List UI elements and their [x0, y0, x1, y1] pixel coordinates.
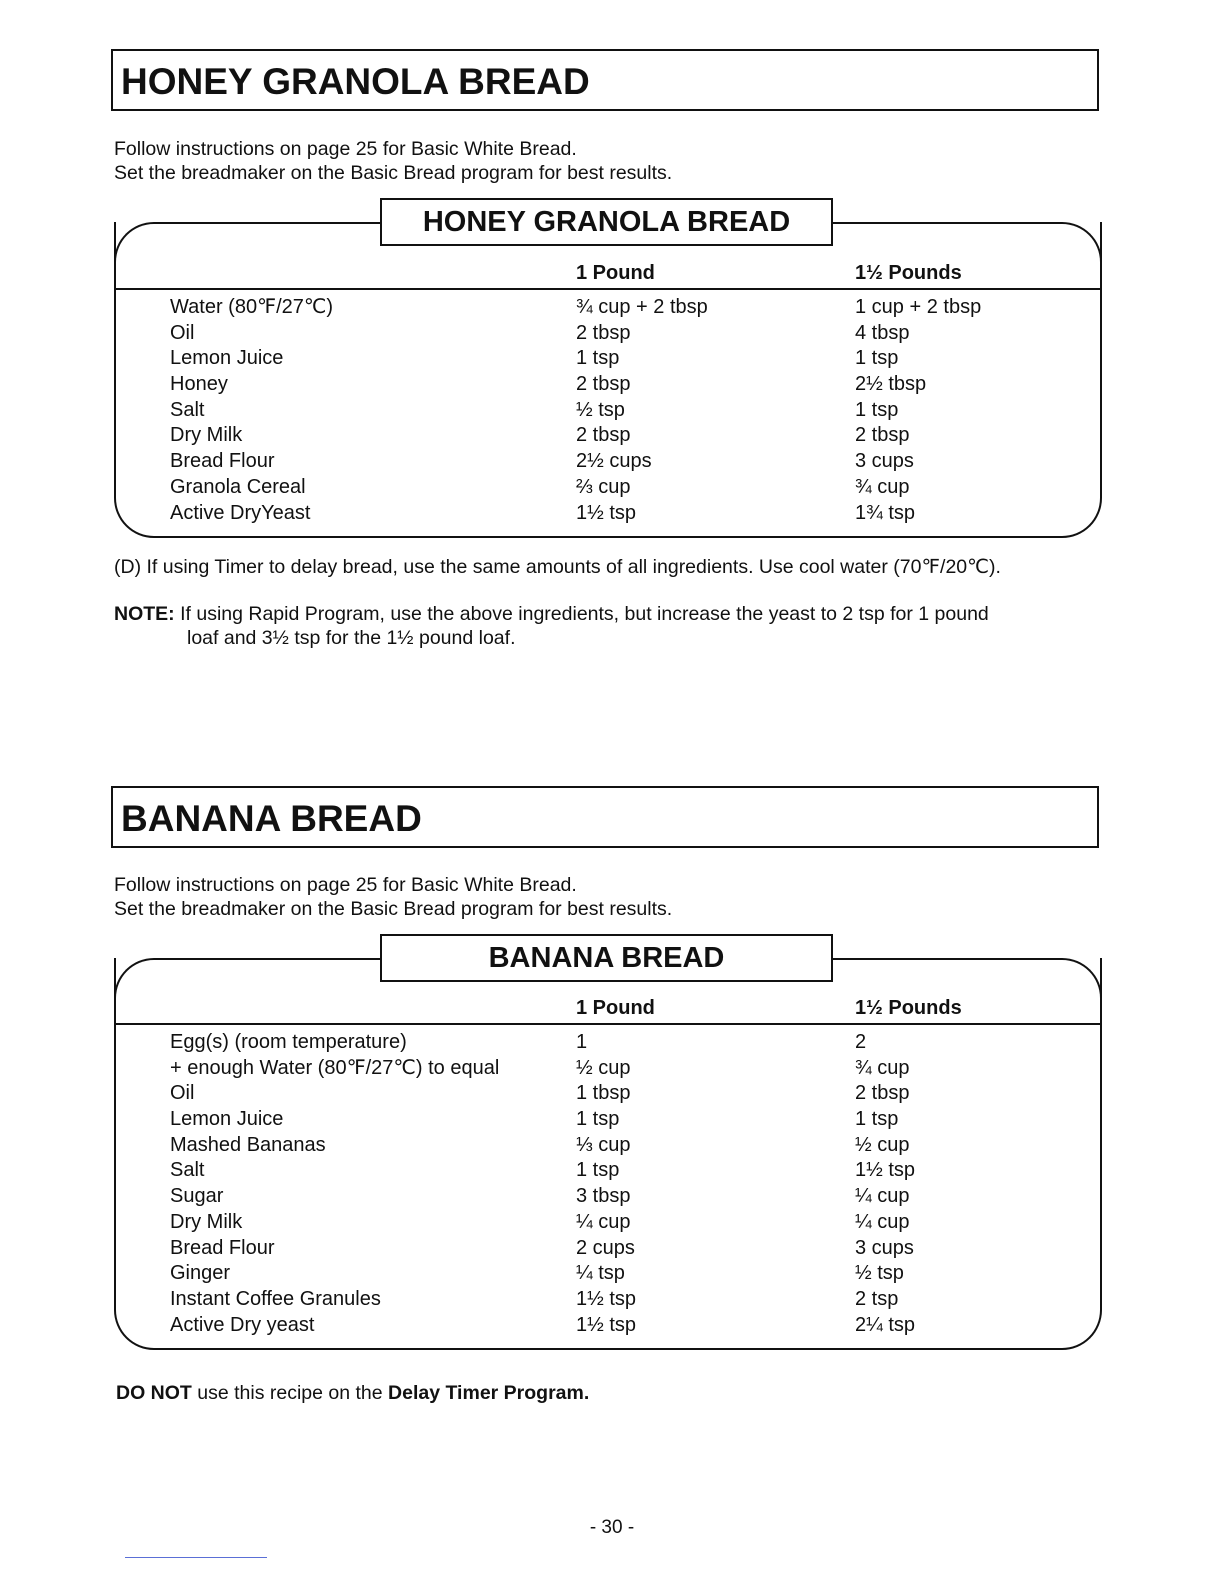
table-row: Salt ½ tsp 1 tsp	[170, 398, 899, 421]
table-row: Dry Milk ¼ cup ¼ cup	[170, 1210, 910, 1233]
honey-delay-note: (D) If using Timer to delay bread, use the same amounts of all ingredients. Use cool water (70℉/20℃).	[114, 556, 1001, 578]
honey-intro-line-2: Set the breadmaker on the Basic Bread program for best results.	[114, 162, 673, 184]
table-row: Active DryYeast 1½ tsp 1¾ tsp	[170, 501, 916, 524]
warning-program-name: Delay Timer Program.	[388, 1382, 590, 1404]
section-title-honey-granola: HONEY GRANOLA BREAD	[111, 49, 1099, 111]
table-row: Bread Flour 2½ cups 3 cups	[170, 450, 914, 473]
note-text-line-2: loaf and 3½ tsp for the 1½ pound loaf.	[187, 627, 516, 649]
banana-col-1-5-pounds: 1½ Pounds	[855, 997, 962, 1019]
table-row: Mashed Bananas ⅓ cup ½ cup	[170, 1133, 910, 1156]
table-row: Salt 1 tsp 1½ tsp	[170, 1159, 916, 1182]
honey-intro-line-1: Follow instructions on page 25 for Basic White Bread.	[114, 138, 577, 160]
table-row: Egg(s) (room temperature) 1 2	[170, 1031, 867, 1053]
honey-ingredient-rows	[116, 295, 1100, 526]
honey-col-1-5-pounds: 1½ Pounds	[855, 262, 962, 284]
table-row: Instant Coffee Granules 1½ tsp 2 tsp	[170, 1287, 899, 1310]
banana-recipe-table	[114, 942, 1102, 1350]
table-row: Water (80℉/27℃) ¾ cup + 2 tbsp 1 cup + 2 tbsp	[170, 296, 982, 318]
warning-middle-text: use this recipe on the	[191, 1382, 389, 1404]
table-row: Ginger ¼ tsp ½ tsp	[170, 1262, 904, 1285]
banana-delay-warning	[116, 1381, 589, 1405]
honey-table-title: HONEY GRANOLA BREAD	[380, 198, 833, 246]
table-row: Sugar 3 tbsp ¼ cup	[170, 1185, 910, 1208]
note-text-line-1: If using Rapid Program, use the above ingredients, but increase the yeast to 2 tsp for 1 pound	[180, 603, 989, 625]
honey-intro	[114, 137, 672, 185]
footer-link-underline	[125, 1557, 267, 1558]
section-title-banana: BANANA BREAD	[111, 786, 1099, 848]
page-number: - 30 -	[589, 1517, 635, 1538]
table-row: Granola Cereal ⅔ cup ¾ cup	[170, 475, 910, 498]
table-row: Oil 1 tbsp 2 tbsp	[170, 1082, 910, 1105]
table-row: Oil 2 tbsp 4 tbsp	[170, 321, 910, 344]
banana-intro-line-1: Follow instructions on page 25 for Basic White Bread.	[114, 874, 577, 896]
warning-do-not: DO NOT	[116, 1382, 192, 1404]
banana-table-title: BANANA BREAD	[380, 934, 833, 982]
table-row: + enough Water (80℉/27℃) to equal ½ cup ¾ cup	[170, 1056, 910, 1079]
honey-rapid-note	[114, 602, 989, 626]
banana-col-1-pound: 1 Pound	[576, 997, 655, 1019]
note-label: NOTE:	[114, 603, 175, 625]
table-row: Dry Milk 2 tbsp 2 tbsp	[170, 424, 910, 447]
honey-recipe-table	[114, 206, 1102, 538]
table-row: Honey 2 tbsp 2½ tbsp	[170, 373, 927, 396]
banana-intro	[114, 873, 672, 921]
banana-intro-line-2: Set the breadmaker on the Basic Bread program for best results.	[114, 898, 673, 920]
honey-col-1-pound: 1 Pound	[576, 262, 655, 284]
table-row: Active Dry yeast 1½ tsp 2¼ tsp	[170, 1313, 916, 1336]
table-row: Bread Flour 2 cups 3 cups	[170, 1236, 914, 1259]
table-row: Lemon Juice 1 tsp 1 tsp	[170, 1108, 899, 1131]
banana-ingredient-rows	[116, 1030, 1100, 1338]
table-row: Lemon Juice 1 tsp 1 tsp	[170, 347, 899, 370]
